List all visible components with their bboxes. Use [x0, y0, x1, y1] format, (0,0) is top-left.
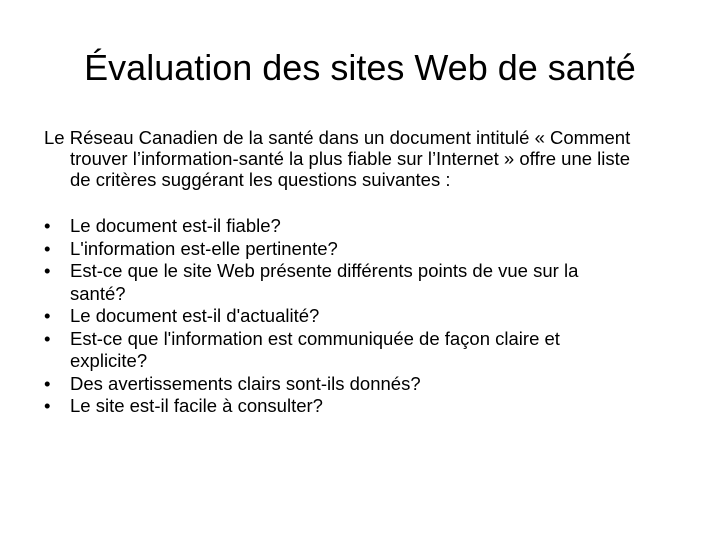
bullet-icon: •	[44, 215, 51, 236]
list-item-line: Le document est-il fiable?	[70, 215, 281, 236]
intro-paragraph	[44, 127, 694, 190]
bullet-icon: •	[44, 260, 51, 281]
list-item-line: santé?	[70, 282, 126, 304]
intro-line: Le Réseau Canadien de la santé dans un document intitulé « Comment	[44, 127, 631, 148]
list-item	[44, 305, 694, 328]
list-item-line: Le site est-il facile à consulter?	[70, 395, 323, 416]
bullet-icon: •	[44, 395, 51, 416]
list-item-line: L'information est-elle pertinente?	[70, 237, 338, 259]
bullet-icon: •	[44, 237, 51, 259]
list-item-line: Est-ce que le site Web présente différents points de vue sur la	[70, 260, 579, 281]
list-item-text	[70, 238, 338, 261]
bullet-icon: •	[44, 372, 51, 394]
list-item-text	[70, 215, 281, 238]
list-item-text	[70, 260, 578, 305]
bullet-icon: •	[44, 327, 51, 349]
list-item	[44, 395, 694, 418]
list-item-line: Des avertissements clairs sont-ils donnés?	[70, 372, 421, 394]
list-item-text	[70, 395, 323, 418]
list-item-line: Le document est-il d'actualité?	[70, 305, 320, 326]
list-item-line: Est-ce que l'information est communiquée de façon claire et	[70, 327, 560, 349]
intro-line: trouver l’information-santé la plus fiable sur l’Internet » offre une liste	[70, 148, 631, 169]
bullet-icon: •	[44, 305, 51, 326]
intro-line: de critères suggérant les questions suivantes :	[70, 169, 451, 190]
list-item	[44, 328, 694, 373]
list-item-line: explicite?	[70, 350, 148, 371]
list-item-text	[70, 305, 319, 328]
list-item	[44, 260, 694, 305]
slide-title: Évaluation des sites Web de santé	[84, 47, 636, 88]
list-item	[44, 238, 694, 261]
list-item	[44, 215, 694, 238]
criteria-list	[44, 215, 694, 418]
list-item	[44, 373, 694, 396]
list-item-text	[70, 373, 421, 396]
list-item-text	[70, 328, 560, 373]
